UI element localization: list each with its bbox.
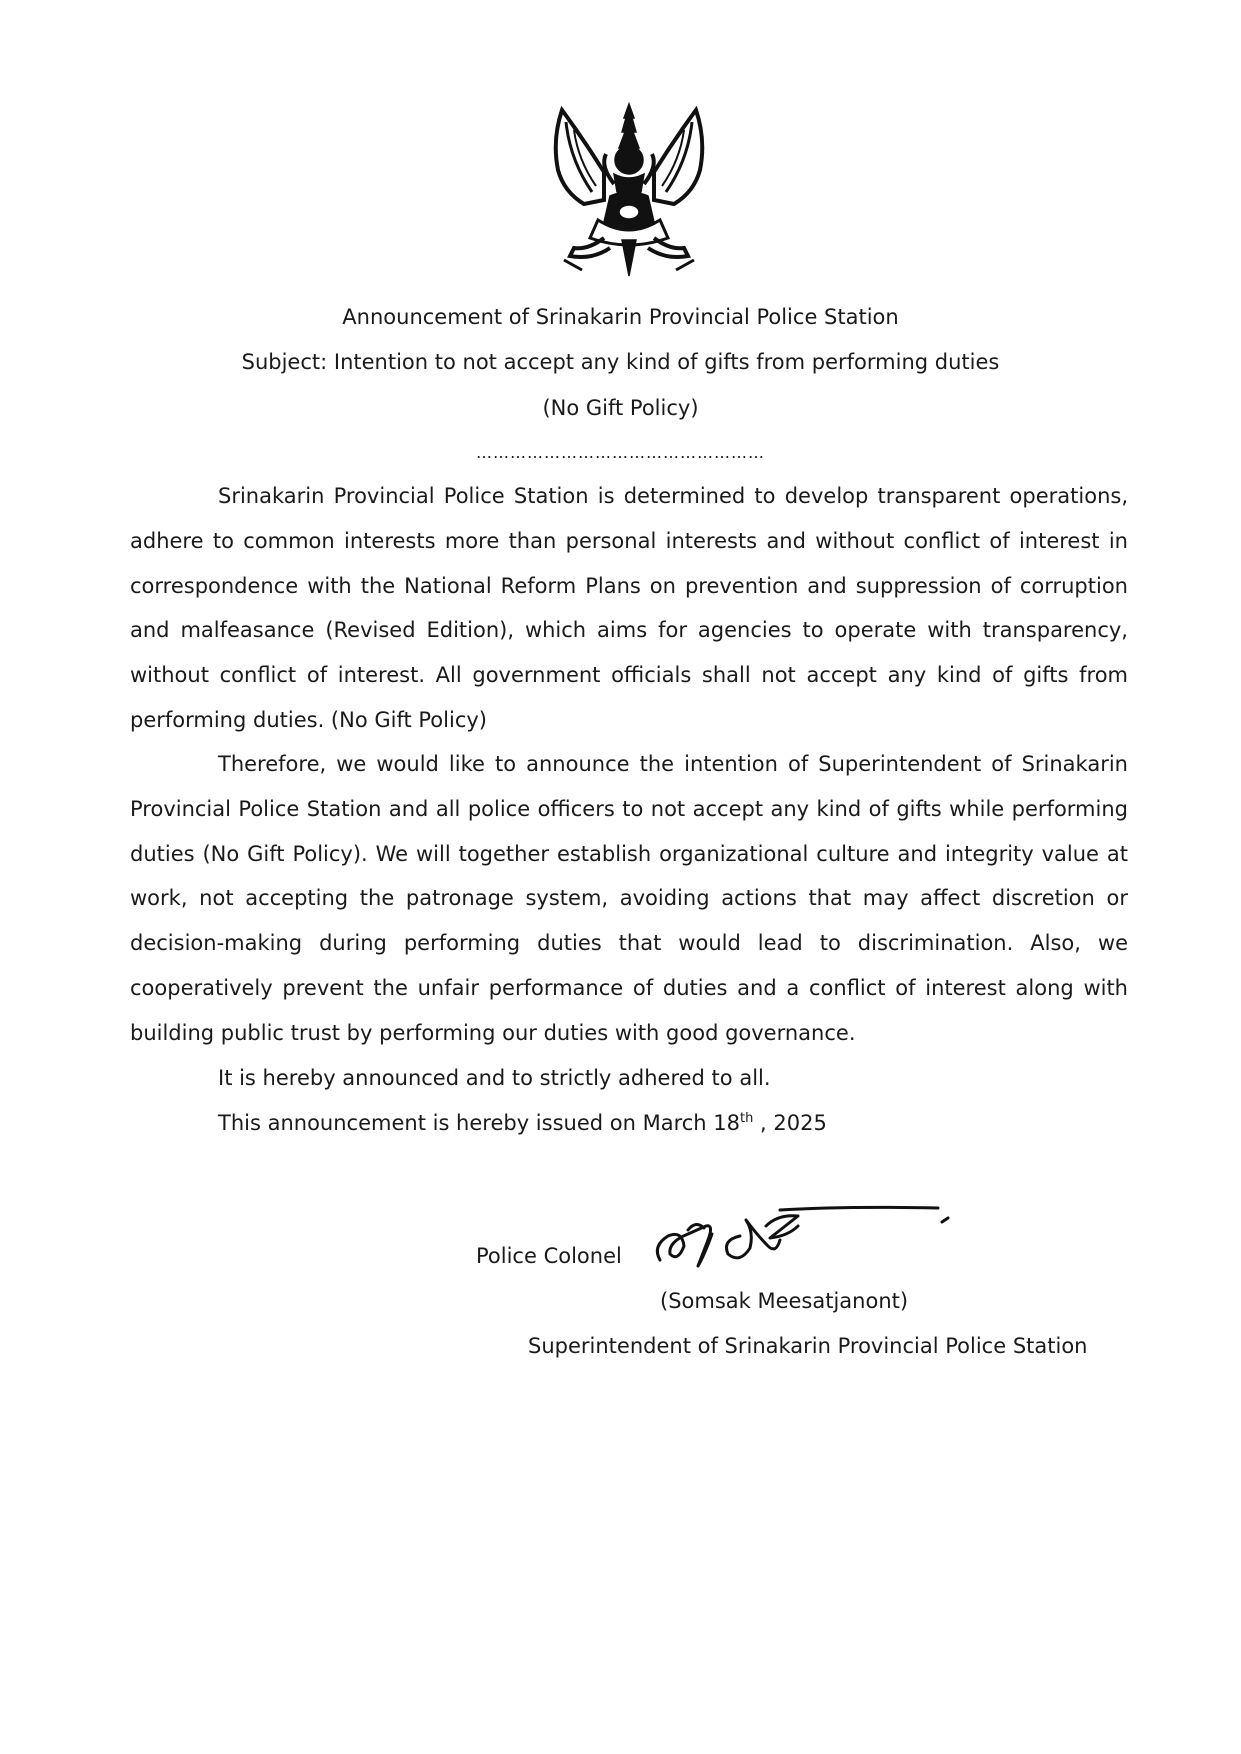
garuda-emblem-icon <box>544 100 714 278</box>
issued-suffix: , 2025 <box>753 1111 827 1135</box>
body-paragraph-1 <box>130 474 1128 743</box>
body-paragraph-2 <box>130 742 1128 1055</box>
paragraph-1-text: Srinakarin Provincial Police Station is determined to develop transparent operations, adhere to common interests more than personal interests and without conflict of interest in correspondence with the National Reform Plans on prevention and suppression of corruption and malfeasance (Revised Edition), which aims for agencies to operate with transparency, without conflict of interest. All government officials shall not accept any kind of gifts from performing duties. (No Gift Policy) <box>130 484 1128 732</box>
handwritten-signature-icon <box>648 1196 960 1278</box>
body-paragraph-3: It is hereby announced and to strictly adhered to all. <box>218 1066 771 1090</box>
announcement-subject: Subject: Intention to not accept any kind of gifts from performing duties <box>241 350 1000 374</box>
signatory-name: (Somsak Meesatjanont) <box>660 1289 909 1313</box>
issued-ordinal: th <box>740 1111 754 1126</box>
signatory-position: Superintendent of Srinakarin Provincial Police Station <box>528 1334 1088 1358</box>
issued-date-line <box>218 1108 827 1138</box>
issued-prefix: This announcement is hereby issued on March 18 <box>218 1111 741 1135</box>
paragraph-2-text: Therefore, we would like to announce the intention of Superintendent of Srinakarin Provincial Police Station and all police officers to not accept any kind of gifts while performing duties (No Gift Policy). We will together establish organizational culture and integrity value at work, not accepting the patronage system, avoiding actions that may affect discretion or decision-making during performing duties that would lead to discrimination. Also, we cooperatively prevent the unfair performance of duties and a conflict of interest along with building public trust by performing our duties with good governance. <box>130 752 1128 1045</box>
dotted-separator: …………………………………………… <box>476 443 765 462</box>
announcement-title: Announcement of Srinakarin Provincial Police Station <box>342 305 899 329</box>
signatory-rank: Police Colonel <box>476 1244 622 1268</box>
policy-label: (No Gift Policy) <box>542 396 699 420</box>
